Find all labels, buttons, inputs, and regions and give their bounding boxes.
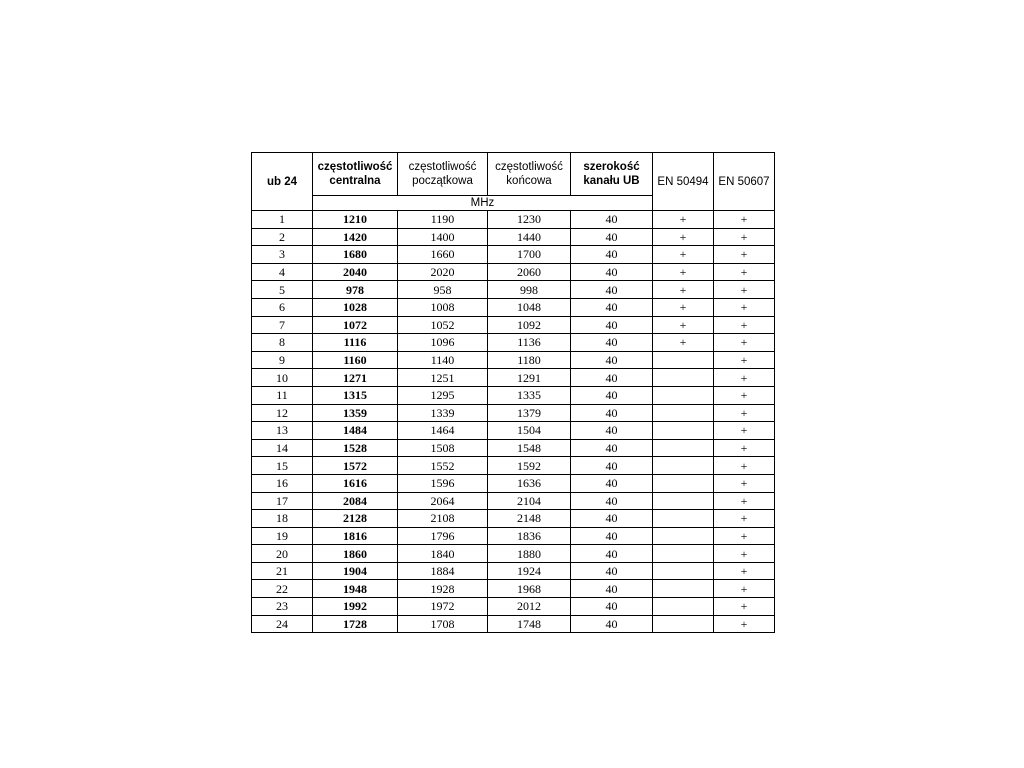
cell-start-frequency: 958 [398,281,488,299]
cell-end-frequency: 1504 [488,422,571,440]
cell-ub-number: 19 [252,527,313,545]
cell-en50494: + [653,263,714,281]
cell-channel-width: 40 [571,246,653,264]
cell-end-frequency: 1291 [488,369,571,387]
cell-en50607: + [714,457,775,475]
cell-ub-number: 14 [252,439,313,457]
cell-channel-width: 40 [571,211,653,229]
cell-en50607: + [714,369,775,387]
cell-ub-number: 4 [252,263,313,281]
cell-end-frequency: 1968 [488,580,571,598]
cell-end-frequency: 2012 [488,598,571,616]
cell-en50607: + [714,211,775,229]
table-row [252,369,775,387]
cell-ub-number: 3 [252,246,313,264]
cell-start-frequency: 1796 [398,527,488,545]
cell-ub-number: 20 [252,545,313,563]
cell-ub-number: 2 [252,228,313,246]
cell-en50494 [653,386,714,404]
cell-en50494: + [653,211,714,229]
cell-en50607: + [714,281,775,299]
cell-center-frequency: 1816 [313,527,398,545]
cell-channel-width: 40 [571,422,653,440]
header-row [252,153,775,196]
cell-en50607: + [714,510,775,528]
cell-en50494 [653,422,714,440]
cell-ub-number: 7 [252,316,313,334]
cell-end-frequency: 1180 [488,351,571,369]
table-row [252,334,775,352]
cell-end-frequency: 1880 [488,545,571,563]
cell-channel-width: 40 [571,457,653,475]
cell-channel-width: 40 [571,351,653,369]
cell-en50494 [653,492,714,510]
cell-ub-number: 24 [252,615,313,633]
ub-frequency-table [251,152,775,633]
header-end-frequency: częstotliwość końcowa [488,153,571,196]
cell-ub-number: 15 [252,457,313,475]
cell-channel-width: 40 [571,598,653,616]
cell-center-frequency: 978 [313,281,398,299]
table-row [252,492,775,510]
cell-end-frequency: 1335 [488,386,571,404]
cell-ub-number: 5 [252,281,313,299]
cell-channel-width: 40 [571,298,653,316]
table-row [252,316,775,334]
cell-channel-width: 40 [571,545,653,563]
cell-start-frequency: 1660 [398,246,488,264]
cell-center-frequency: 1420 [313,228,398,246]
cell-en50494 [653,545,714,563]
cell-en50607: + [714,545,775,563]
cell-en50607: + [714,439,775,457]
cell-start-frequency: 1464 [398,422,488,440]
cell-start-frequency: 1508 [398,439,488,457]
cell-center-frequency: 1315 [313,386,398,404]
table-row [252,545,775,563]
cell-ub-number: 6 [252,298,313,316]
cell-start-frequency: 1400 [398,228,488,246]
cell-en50607: + [714,316,775,334]
cell-center-frequency: 1680 [313,246,398,264]
table-row [252,422,775,440]
cell-end-frequency: 1136 [488,334,571,352]
cell-en50607: + [714,351,775,369]
cell-en50607: + [714,334,775,352]
cell-end-frequency: 1548 [488,439,571,457]
cell-channel-width: 40 [571,316,653,334]
cell-start-frequency: 1928 [398,580,488,598]
cell-en50494: + [653,228,714,246]
cell-en50607: + [714,298,775,316]
table-row [252,527,775,545]
cell-channel-width: 40 [571,439,653,457]
cell-channel-width: 40 [571,562,653,580]
cell-en50494 [653,404,714,422]
cell-center-frequency: 2128 [313,510,398,528]
cell-en50494 [653,457,714,475]
cell-en50607: + [714,580,775,598]
cell-en50607: + [714,263,775,281]
cell-en50494 [653,562,714,580]
cell-center-frequency: 1904 [313,562,398,580]
table-row [252,439,775,457]
cell-channel-width: 40 [571,386,653,404]
cell-center-frequency: 1271 [313,369,398,387]
cell-end-frequency: 2148 [488,510,571,528]
cell-ub-number: 9 [252,351,313,369]
cell-center-frequency: 1572 [313,457,398,475]
header-center-frequency: częstotliwość centralna [313,153,398,196]
cell-start-frequency: 1884 [398,562,488,580]
cell-start-frequency: 1596 [398,474,488,492]
cell-start-frequency: 1708 [398,615,488,633]
cell-center-frequency: 1728 [313,615,398,633]
table-row [252,281,775,299]
cell-en50607: + [714,598,775,616]
header-ub: ub 24 [252,153,313,211]
cell-en50494 [653,510,714,528]
cell-channel-width: 40 [571,492,653,510]
cell-en50607: + [714,228,775,246]
cell-ub-number: 21 [252,562,313,580]
cell-en50607: + [714,615,775,633]
cell-en50494 [653,615,714,633]
cell-end-frequency: 1379 [488,404,571,422]
cell-center-frequency: 1160 [313,351,398,369]
cell-center-frequency: 1484 [313,422,398,440]
cell-end-frequency: 1592 [488,457,571,475]
cell-ub-number: 18 [252,510,313,528]
cell-start-frequency: 2020 [398,263,488,281]
header-en50607: EN 50607 [714,153,775,211]
cell-center-frequency: 1072 [313,316,398,334]
cell-end-frequency: 1836 [488,527,571,545]
cell-center-frequency: 1992 [313,598,398,616]
cell-channel-width: 40 [571,404,653,422]
cell-en50494: + [653,281,714,299]
cell-start-frequency: 1096 [398,334,488,352]
cell-end-frequency: 1048 [488,298,571,316]
table-row [252,263,775,281]
cell-channel-width: 40 [571,474,653,492]
cell-en50607: + [714,474,775,492]
cell-en50494 [653,369,714,387]
cell-channel-width: 40 [571,527,653,545]
table-row [252,351,775,369]
cell-en50607: + [714,527,775,545]
header-channel-width: szerokość kanału UB [571,153,653,196]
cell-center-frequency: 1210 [313,211,398,229]
cell-en50607: + [714,246,775,264]
cell-en50494: + [653,298,714,316]
cell-start-frequency: 1190 [398,211,488,229]
table-row [252,580,775,598]
cell-ub-number: 16 [252,474,313,492]
header-en50494: EN 50494 [653,153,714,211]
cell-ub-number: 8 [252,334,313,352]
cell-end-frequency: 2060 [488,263,571,281]
cell-ub-number: 10 [252,369,313,387]
cell-center-frequency: 1359 [313,404,398,422]
cell-en50607: + [714,562,775,580]
table-row [252,211,775,229]
cell-en50494 [653,580,714,598]
cell-en50494 [653,439,714,457]
table-row [252,386,775,404]
header-start-frequency: częstotliwość początkowa [398,153,488,196]
cell-start-frequency: 1008 [398,298,488,316]
unit-label: MHz [313,196,653,211]
cell-start-frequency: 1052 [398,316,488,334]
table-row [252,404,775,422]
cell-channel-width: 40 [571,228,653,246]
cell-end-frequency: 1636 [488,474,571,492]
cell-start-frequency: 1295 [398,386,488,404]
cell-start-frequency: 2064 [398,492,488,510]
cell-center-frequency: 1116 [313,334,398,352]
cell-channel-width: 40 [571,615,653,633]
table-body [252,153,775,633]
cell-en50607: + [714,404,775,422]
cell-en50607: + [714,386,775,404]
table-row [252,615,775,633]
cell-en50607: + [714,422,775,440]
cell-en50607: + [714,492,775,510]
cell-start-frequency: 1251 [398,369,488,387]
table-row [252,298,775,316]
cell-end-frequency: 1230 [488,211,571,229]
table-row [252,562,775,580]
cell-en50494 [653,474,714,492]
cell-start-frequency: 1140 [398,351,488,369]
table-row [252,457,775,475]
cell-end-frequency: 1924 [488,562,571,580]
cell-channel-width: 40 [571,580,653,598]
cell-en50494 [653,527,714,545]
cell-end-frequency: 1700 [488,246,571,264]
cell-start-frequency: 1552 [398,457,488,475]
cell-ub-number: 12 [252,404,313,422]
cell-start-frequency: 2108 [398,510,488,528]
cell-channel-width: 40 [571,281,653,299]
cell-end-frequency: 1748 [488,615,571,633]
table-row [252,228,775,246]
cell-en50494 [653,351,714,369]
cell-end-frequency: 998 [488,281,571,299]
cell-center-frequency: 1528 [313,439,398,457]
cell-start-frequency: 1972 [398,598,488,616]
cell-en50494: + [653,334,714,352]
cell-center-frequency: 1948 [313,580,398,598]
table-row [252,510,775,528]
cell-en50494: + [653,246,714,264]
cell-en50494: + [653,316,714,334]
cell-center-frequency: 1860 [313,545,398,563]
cell-center-frequency: 1616 [313,474,398,492]
cell-ub-number: 13 [252,422,313,440]
cell-start-frequency: 1339 [398,404,488,422]
cell-start-frequency: 1840 [398,545,488,563]
cell-center-frequency: 2084 [313,492,398,510]
cell-channel-width: 40 [571,510,653,528]
cell-end-frequency: 1440 [488,228,571,246]
cell-ub-number: 1 [252,211,313,229]
table-row [252,598,775,616]
cell-end-frequency: 2104 [488,492,571,510]
cell-center-frequency: 1028 [313,298,398,316]
cell-en50494 [653,598,714,616]
table-row [252,474,775,492]
cell-ub-number: 11 [252,386,313,404]
cell-channel-width: 40 [571,334,653,352]
cell-channel-width: 40 [571,263,653,281]
cell-center-frequency: 2040 [313,263,398,281]
cell-end-frequency: 1092 [488,316,571,334]
cell-channel-width: 40 [571,369,653,387]
cell-ub-number: 22 [252,580,313,598]
table-row [252,246,775,264]
cell-ub-number: 17 [252,492,313,510]
cell-ub-number: 23 [252,598,313,616]
